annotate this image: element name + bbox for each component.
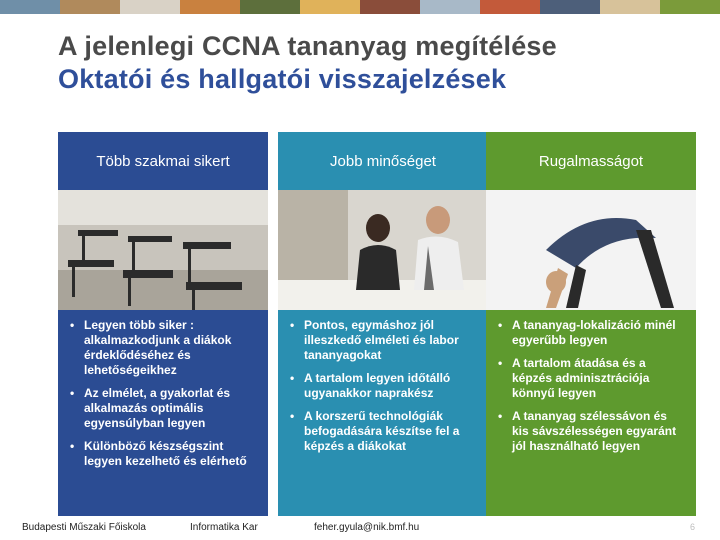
list-item: • A tananyag-lokalizáció minél egyerűbb legyen <box>496 318 684 348</box>
list-item: • Különböző készségszint legyen kezelhető és elérhető <box>68 439 256 469</box>
list-item: • A korszerű technológiák befogadására készítse fel a képzés a diákokat <box>288 409 476 454</box>
title-line-2: Oktatói és hallgatói visszajelzések <box>58 64 507 94</box>
list-item: • A tartalom legyen időtálló ugyanakkor naprakész <box>288 371 476 401</box>
list-item: • Legyen több siker : alkalmazkodjunk a diákok érdeklődéséhez és lehetőségeikhez <box>68 318 256 378</box>
column-body <box>58 310 268 516</box>
column-header: Rugalmasságot <box>486 132 696 190</box>
man-bending-stretch-image <box>486 190 696 310</box>
page-number: 6 <box>690 522 696 532</box>
people-reviewing-plans-image <box>278 190 488 310</box>
classroom-desks-image <box>58 190 268 310</box>
column-more-success <box>58 132 268 516</box>
title-line-1: A jelenlegi CCNA tananyag megítélése <box>58 31 557 61</box>
column-header: Több szakmai sikert <box>58 132 268 190</box>
footer-faculty: Informatika Kar <box>190 522 258 533</box>
column-body <box>278 310 488 516</box>
footer-school: Budapesti Műszaki Főiskola <box>22 522 146 533</box>
footer-email: feher.gyula@nik.bmf.hu <box>314 522 420 533</box>
list-item: • A tartalom átadása és a képzés adminisztrációja könnyű legyen <box>496 356 684 401</box>
list-item: • Az elmélet, a gyakorlat és alkalmazás optimális egyensúlyban legyen <box>68 386 256 431</box>
column-flexibility <box>486 132 696 516</box>
column-better-quality <box>278 132 488 516</box>
column-body <box>486 310 696 516</box>
list-item: • Pontos, egymáshoz jól illeszkedő elméleti és labor tananyagokat <box>288 318 476 363</box>
column-header: Jobb minőséget <box>278 132 488 190</box>
header-photo-strip <box>0 0 720 14</box>
list-item: • A tananyag szélessávon és kis sávszélességen egyaránt jól használható legyen <box>496 409 684 454</box>
slide-title <box>58 30 557 96</box>
